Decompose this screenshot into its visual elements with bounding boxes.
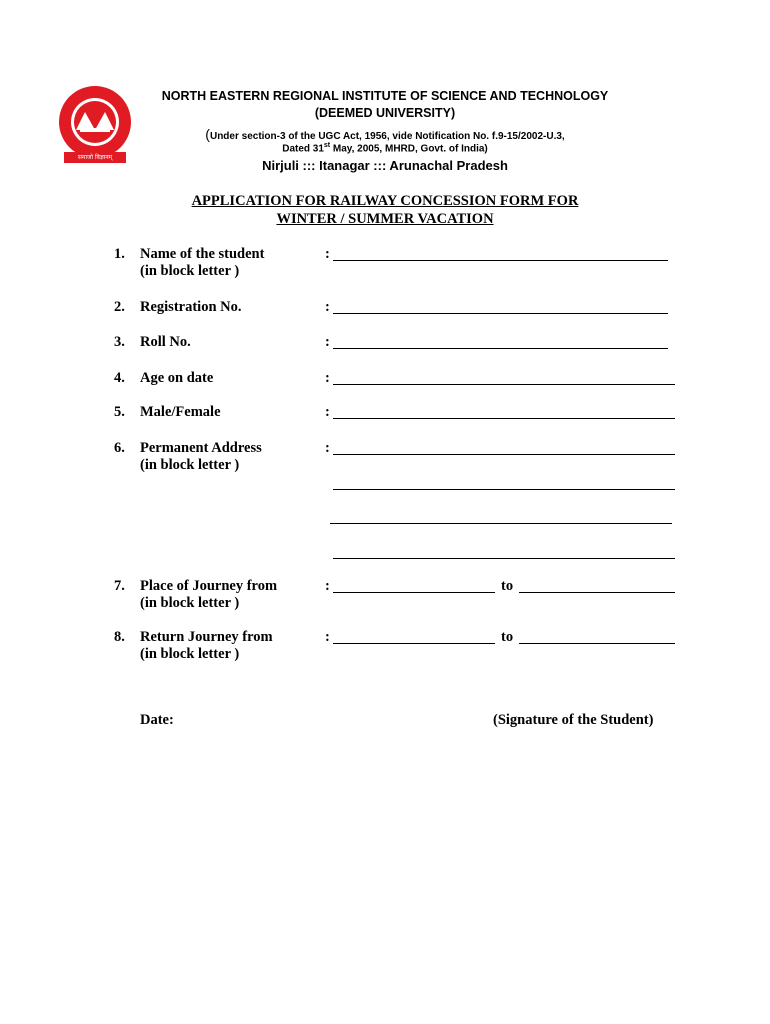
field-roll-label [114, 334, 191, 351]
location: Nirjuli ::: Itanagar ::: Arunachal Pradesh [262, 158, 508, 173]
field-colon: : [325, 334, 330, 350]
field-name-label [114, 246, 264, 280]
form-title-line2: WINTER / SUMMER VACATION [276, 211, 494, 227]
field-label-text: Age on date [140, 370, 214, 386]
address-input-line-2[interactable] [333, 489, 675, 490]
to-label: to [501, 629, 514, 645]
field-colon: : [325, 440, 330, 456]
field-sublabel: (in block letter ) [140, 263, 240, 279]
name-input-line[interactable] [333, 260, 668, 261]
field-journey-from-label [114, 578, 277, 612]
roll-input-line[interactable] [333, 348, 668, 349]
field-colon: : [325, 370, 330, 386]
journey-to-input-line[interactable] [519, 592, 675, 593]
dated-pre: Dated 31 [282, 143, 324, 155]
field-colon: : [325, 404, 330, 420]
field-number: 2. [114, 299, 125, 315]
field-label-text: Permanent Address [140, 440, 262, 456]
field-sublabel: (in block letter ) [140, 595, 240, 611]
return-to-input-line[interactable] [519, 643, 675, 644]
age-input-line[interactable] [333, 384, 675, 385]
field-colon: : [325, 629, 330, 645]
field-number: 1. [114, 246, 125, 262]
institute-name: NORTH EASTERN REGIONAL INSTITUTE OF SCIENCE AND TECHNOLOGY [161, 89, 609, 103]
field-colon: : [325, 246, 330, 262]
field-number: 6. [114, 440, 125, 456]
date-label: Date: [140, 712, 174, 728]
field-colon: : [325, 578, 330, 594]
field-sublabel: (in block letter ) [140, 457, 240, 473]
signature-label: (Signature of the Student) [493, 712, 654, 728]
field-colon: : [325, 299, 330, 315]
dated-sup: st [323, 142, 331, 149]
address-input-line-4[interactable] [333, 558, 675, 559]
field-label-text: Place of Journey from [140, 578, 278, 594]
field-number: 7. [114, 578, 125, 594]
journey-from-input-line[interactable] [333, 592, 495, 593]
field-gender-label [114, 404, 221, 421]
return-from-input-line[interactable] [333, 643, 495, 644]
act-line-text: Under section-3 of the UGC Act, 1956, vide Notification No. f.9-15/2002-U.3, [209, 131, 565, 142]
dated-line [120, 142, 650, 154]
registration-input-line[interactable] [333, 313, 668, 314]
field-return-journey-label [114, 629, 273, 663]
form-title-line1: APPLICATION FOR RAILWAY CONCESSION FORM FOR [191, 193, 579, 209]
field-label-text: Registration No. [140, 299, 242, 315]
to-label: to [501, 578, 514, 594]
field-address-label [114, 440, 262, 474]
field-number: 8. [114, 629, 125, 645]
university-status: (DEEMED UNIVERSITY) [314, 106, 456, 120]
field-number: 5. [114, 404, 125, 420]
field-label-text: Name of the student [140, 246, 265, 262]
field-label-text: Roll No. [140, 334, 191, 350]
address-input-line-1[interactable] [333, 454, 675, 455]
field-number: 3. [114, 334, 125, 350]
field-number: 4. [114, 370, 125, 386]
field-label-text: Return Journey from [140, 629, 273, 645]
logo-motto: समाजो विज्ञानम् [77, 154, 113, 161]
field-label-text: Male/Female [140, 404, 221, 420]
field-registration-label [114, 299, 242, 316]
act-line [120, 126, 650, 142]
address-input-line-3[interactable] [330, 523, 672, 524]
field-sublabel: (in block letter ) [140, 646, 240, 662]
dated-post: May, 2005, MHRD, Govt. of India) [330, 143, 488, 155]
gender-input-line[interactable] [333, 418, 675, 419]
field-age-label [114, 370, 213, 387]
act-line-paren: ( [205, 126, 210, 142]
